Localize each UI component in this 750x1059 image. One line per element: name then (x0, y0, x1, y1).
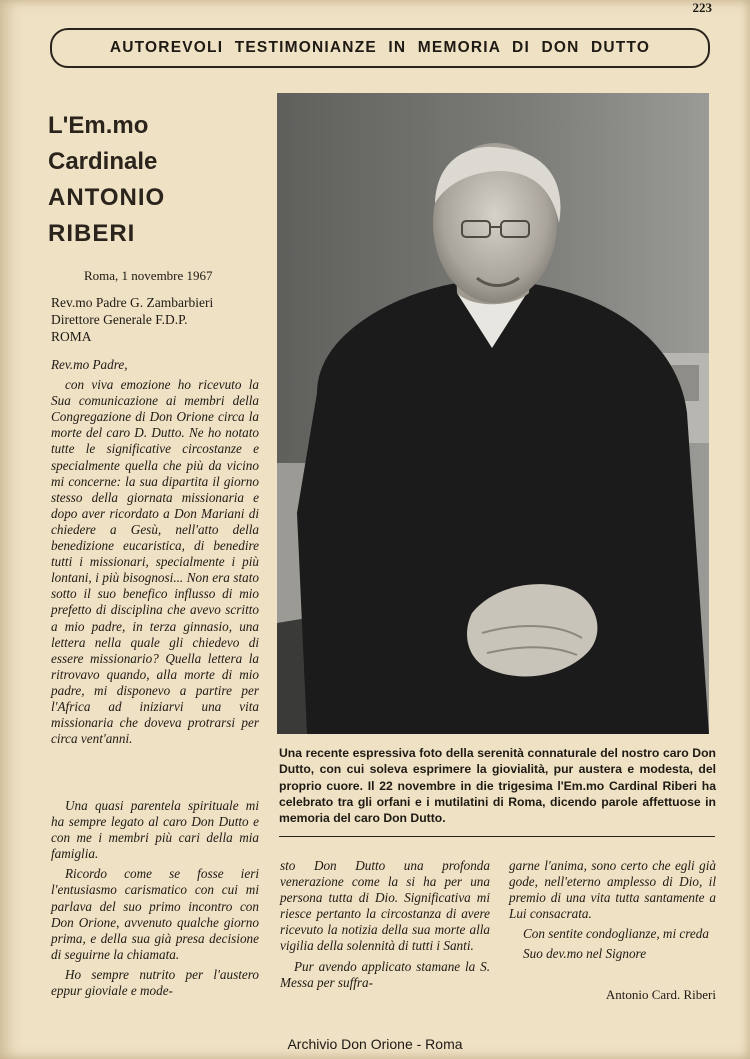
letter-salutation: Rev.mo Padre, (51, 357, 128, 372)
letter-paragraph: Ho sempre nutrito per l'austero eppur gioviale e mode- (51, 966, 259, 999)
letter-paragraph: Ricordo come se fosse ieri l'entusiasmo carismatico con cui mi parlava del suo primo incontro con Don Orione, avvenuto qualche giorno prima, e della sua già presa decisione di seguirne la chiamata. (51, 866, 259, 962)
letter-paragraph: sto Don Dutto una profonda venerazione come la si ha per una persona tutta di Dio. Significativa mi riesce pertanto la circostanza di avere ricevuto la notizia della sua morte alla vigilia della solennità di tutti i Santi. (280, 858, 490, 954)
page-number: 223 (692, 0, 712, 15)
title-line-1: L'Em.mo (48, 112, 149, 139)
divider-line (279, 836, 715, 837)
letter-column-3 (509, 858, 716, 967)
title-line-2: Cardinale (48, 148, 158, 175)
article-title (48, 108, 258, 252)
photo-caption: Una recente espressiva foto della serenità connaturale del nostro caro Don Dutto, con cui soleva esprimere la giovialità, pur austera e modesta, del proprio cuore. Il 22 novembre in die trigesima l'Em.mo Cardinal Riberi ha celebrato tra gli orfani e i mutilatini di Roma, dicendo parole affettuose in memoria del caro Don Dutto. (279, 746, 716, 826)
letter-paragraph: Pur avendo applicato stamane la S. Messa per suffra- (280, 958, 490, 990)
letter-valediction: Suo dev.mo nel Signore (523, 946, 647, 962)
letter-address (51, 294, 266, 345)
letter-paragraph: con viva emozione ho ricevuto la Sua comunicazione ai membri della Congregazione di Don Orione circa la morte del caro D. Dutto. Ne ho notato tutte le significative circostanze e specialmente quella che più da vicino mi concerne: la sua dipartita il giorno stesso della giornata missionaria e dopo aver ricordato a Don Mariani di chiedere a Gesù, nell'atto della benedizione eucaristica, di benedire tutti i missionari, specialmente i più lontani, i più bisognosi... Non era stato sotto il suo benefico influsso di mio prefetto di disciplina che avevo scritto a mio padre, in terza ginnasio, una lettera nella quale gli chiedevo di essere missionario? Quella lettera la ritrovavo quando, alla morte di mio padre, mi disponevo a partire per l'Africa ad iniziarvi una vita missionaria che doveva protrarsi per circa vent'anni. (51, 377, 259, 747)
address-line-2: Direttore Generale F.D.P. (51, 312, 188, 327)
portrait-photo (277, 93, 709, 734)
letter-column-2 (280, 858, 490, 995)
letter-paragraph: Una quasi parentela spirituale mi ha sempre legato al caro Don Dutto e con me i membri più cari della mia famiglia. (51, 798, 259, 862)
archive-footer: Archivio Don Orione - Roma (287, 1036, 463, 1052)
letter-paragraph: garne l'anima, sono certo che egli già gode, nell'eterno amplesso di Dio, il premio di una vita tutta santamente a Lui consacrata. (509, 858, 716, 922)
section-banner: AUTOREVOLI TESTIMONIANZE IN MEMORIA DI DON DUTTO (50, 28, 710, 68)
address-line-3: ROMA (51, 329, 92, 344)
title-line-4: RIBERI (48, 220, 136, 247)
letter-dateline: Roma, 1 novembre 1967 (84, 268, 213, 283)
portrait-illustration (277, 93, 709, 734)
title-line-3: ANTONIO (48, 184, 166, 211)
letter-closing: Con sentite condoglianze, mi creda (523, 926, 709, 942)
letter-column-1-bottom (51, 798, 259, 1003)
letter-column-1 (51, 357, 259, 751)
address-line-1: Rev.mo Padre G. Zambarbieri (51, 295, 214, 310)
letter-signature: Antonio Card. Riberi (605, 987, 716, 1002)
